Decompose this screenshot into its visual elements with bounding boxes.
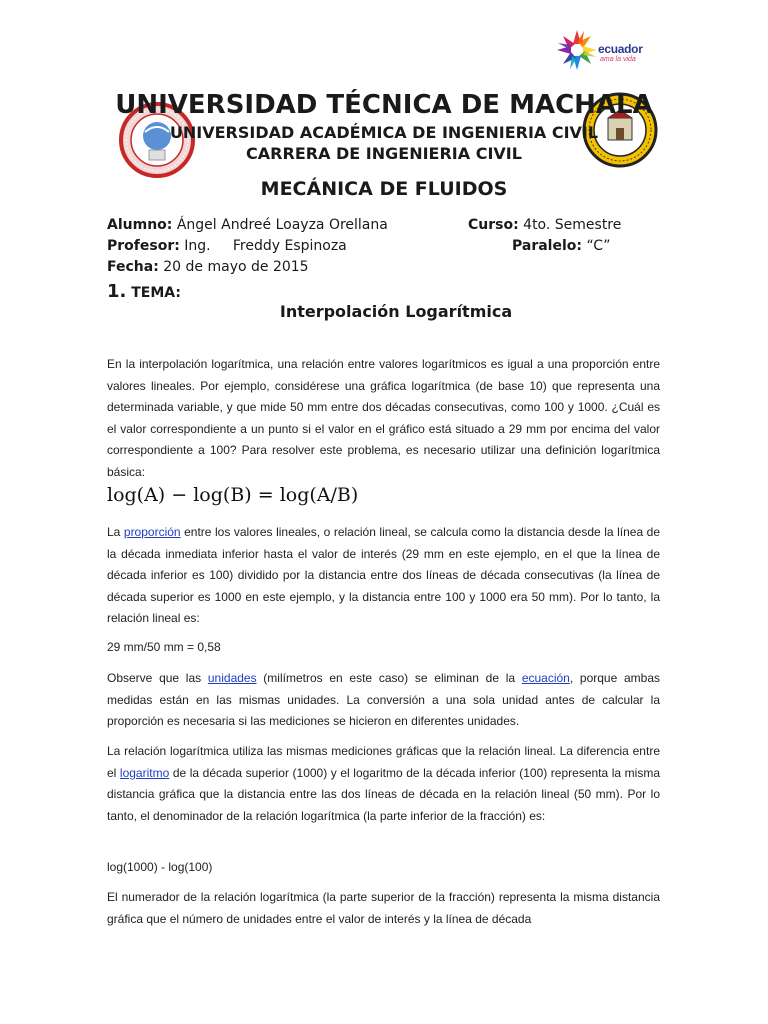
paragraph-ratio: 29 mm/50 mm = 0,58 (107, 640, 221, 654)
link-proporcion[interactable]: proporción (123, 525, 181, 539)
academic-unit-title: UNIVERSIDAD ACADÉMICA DE INGENIERIA CIVIL (169, 123, 599, 142)
link-ecuacion[interactable]: ecuación (521, 671, 570, 685)
date-label: Fecha: (107, 259, 159, 275)
professor-row (107, 238, 347, 254)
ecuador-logo (554, 26, 664, 74)
professor-label: Profesor: (107, 238, 180, 254)
paragraph-numerator: El numerador de la relación logarítmica (la parte superior de la fracción) representa la misma distancia gráfica que el número de unidades entre el valor de interés y la línea de década (107, 890, 660, 926)
paragraph-denominator: log(1000) - log(100) (107, 860, 213, 874)
topic-title: Interpolación Logarítmica (279, 302, 513, 321)
log-formula: log(A) − log(B) = log(A/B) (107, 484, 359, 506)
parallel-value: “C” (586, 238, 611, 254)
paragraph-intro: En la interpolación logarítmica, una relación entre valores logarítmicos es igual a una proporción entre valores lineales. Por ejemplo, considérese una gráfica logarítmica (de base 10) que representa una determinada variable, y que mide 50 mm entre dos décadas consecutivas, como 100 y 1000. ¿Cuál es el valor correspondiente a un punto si el valor en el gráfico está situado a 29 mm por encima del valor correspondiente a 100? Para resolver este problema, es necesario utilizar una definición logarítmica básica: (107, 357, 660, 479)
section-number: 1. (107, 281, 127, 302)
date-value: 20 de mayo de 2015 (163, 259, 309, 275)
paragraph-proportion: La proporción entre los valores lineales, o relación lineal, se calcula como la distancia desde la línea de la década inmediata inferior hasta el valor de interés (29 mm en este ejemplo, en el que la línea de década inferior es 100) dividido por la distancia entre dos líneas de década consecutivas (la línea de década superior es 1000 en este ejemplo, y la distancia entre 100 y 1000 era 50 mm). Por lo tanto, la relación lineal es: (107, 525, 660, 625)
university-title: UNIVERSIDAD TÉCNICA DE MACHALA (115, 90, 653, 120)
ecuador-flower-icon (554, 26, 600, 74)
parallel-row (512, 238, 611, 254)
professor-name: Ing. Freddy Espinoza (184, 238, 347, 254)
section-heading (107, 281, 181, 302)
student-label: Alumno: (107, 217, 173, 233)
student-row (107, 217, 388, 233)
ecuador-logo-text: ecuador (598, 42, 643, 56)
date-row (107, 259, 309, 275)
ecuador-logo-tagline: ama la vida (600, 56, 636, 63)
link-unidades[interactable]: unidades (207, 671, 257, 685)
course-value: 4to. Semestre (523, 217, 622, 233)
parallel-label: Paralelo: (512, 238, 582, 254)
paragraph-log-relation: La relación logarítmica utiliza las mismas mediciones gráficas que la relación lineal. La diferencia entre el logaritmo de la década superior (1000) y el logaritmo de la década inferior (100) representa la misma distancia gráfica que la distancia entre las dos líneas de década en la relación lineal (50 mm). Por lo tanto, el denominador de la relación logarítmica (la parte inferior de la fracción) es: (107, 744, 660, 823)
student-name: Ángel Andreé Loayza Orellana (176, 217, 388, 233)
link-logaritmo[interactable]: logaritmo (119, 765, 170, 780)
course-label: Curso: (468, 217, 519, 233)
subject-title: MECÁNICA DE FLUIDOS (260, 178, 508, 200)
paragraph-units: Observe que las unidades (milímetros en este caso) se eliminan de la ecuación, porque ambas medidas están en las mismas unidades. La conversión a una sola unidad antes de calcular la proporción es necesaria si las mediciones se hicieron en diferentes unidades. (107, 671, 661, 728)
career-title: CARRERA DE INGENIERIA CIVIL (246, 144, 522, 163)
section-label: TEMA: (131, 285, 181, 301)
course-row (468, 217, 621, 233)
